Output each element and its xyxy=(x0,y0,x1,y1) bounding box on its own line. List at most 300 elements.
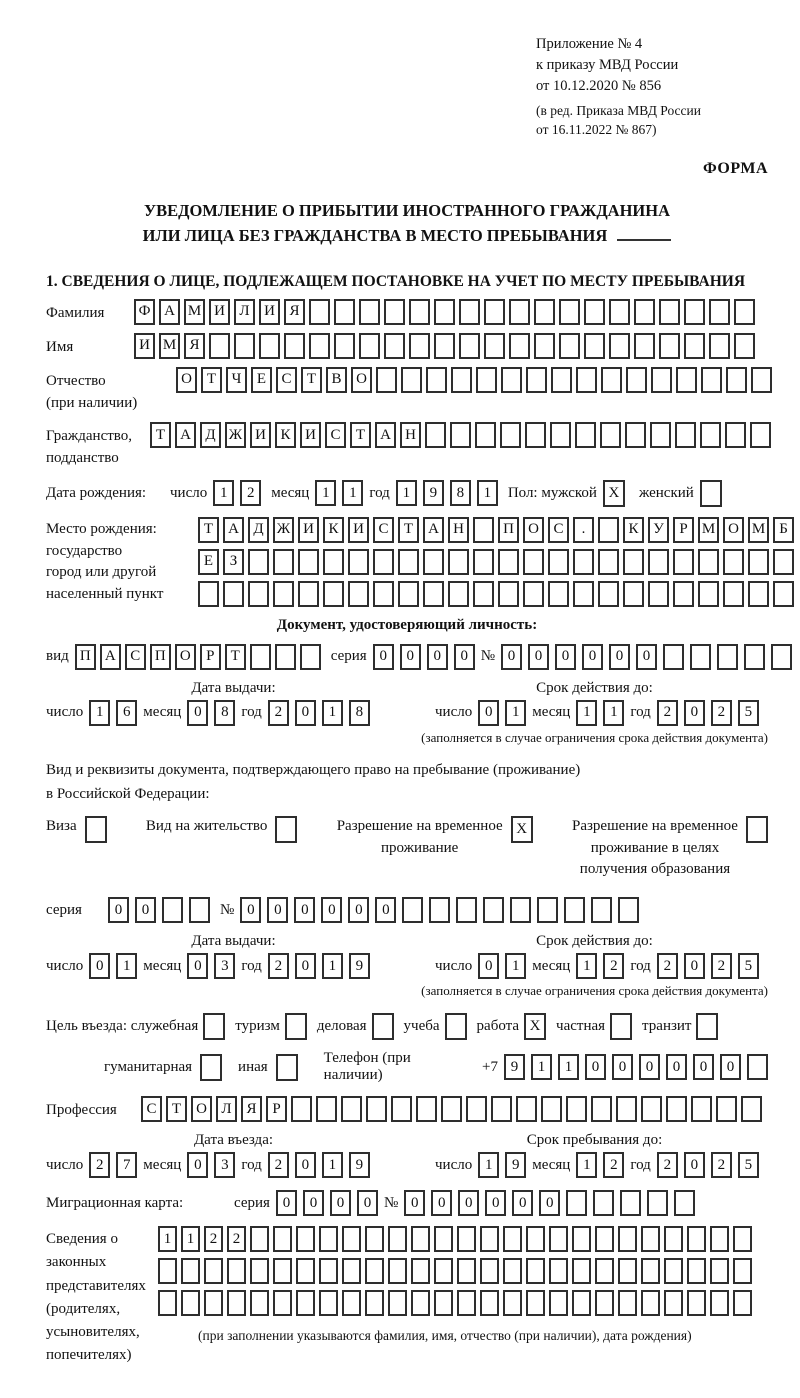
char-cell[interactable]: П xyxy=(75,644,96,670)
char-cell[interactable]: Т xyxy=(350,422,371,448)
char-cell[interactable] xyxy=(625,422,646,448)
char-cell[interactable]: 5 xyxy=(738,953,759,979)
char-cell[interactable] xyxy=(448,581,469,607)
char-cell[interactable]: 0 xyxy=(431,1190,452,1216)
char-cell[interactable] xyxy=(234,333,255,359)
char-cell[interactable]: В xyxy=(326,367,347,393)
char-cell[interactable] xyxy=(204,1258,223,1284)
char-cell[interactable]: 0 xyxy=(684,700,705,726)
char-cell[interactable] xyxy=(373,549,394,575)
char-cell[interactable]: 0 xyxy=(348,897,369,923)
char-cell[interactable] xyxy=(648,549,669,575)
char-cell[interactable]: 0 xyxy=(693,1054,714,1080)
char-cell[interactable]: 8 xyxy=(214,700,235,726)
char-cell[interactable]: 0 xyxy=(375,897,396,923)
char-cell[interactable] xyxy=(510,897,531,923)
char-cell[interactable] xyxy=(459,299,480,325)
char-cell[interactable]: Ч xyxy=(226,367,247,393)
char-cell[interactable]: 2 xyxy=(268,700,289,726)
char-cell[interactable] xyxy=(673,581,694,607)
char-cell[interactable] xyxy=(572,1290,591,1316)
char-cell[interactable] xyxy=(659,333,680,359)
char-cell[interactable]: 0 xyxy=(187,1152,208,1178)
char-cell[interactable]: М xyxy=(748,517,769,543)
char-cell[interactable] xyxy=(384,299,405,325)
char-cell[interactable]: 0 xyxy=(720,1054,741,1080)
char-cell[interactable]: 1 xyxy=(505,700,526,726)
char-cell[interactable] xyxy=(209,333,230,359)
char-cell[interactable]: А xyxy=(375,422,396,448)
char-cell[interactable] xyxy=(623,581,644,607)
char-cell[interactable] xyxy=(549,1290,568,1316)
char-cell[interactable]: К xyxy=(623,517,644,543)
checkbox-temp-permit[interactable]: X xyxy=(511,816,533,843)
char-cell[interactable]: 0 xyxy=(321,897,342,923)
char-cell[interactable] xyxy=(273,1290,292,1316)
char-cell[interactable] xyxy=(480,1226,499,1252)
char-cell[interactable]: 2 xyxy=(204,1226,223,1252)
char-cell[interactable]: О xyxy=(176,367,197,393)
checkbox-study[interactable] xyxy=(445,1013,467,1040)
char-cell[interactable] xyxy=(500,422,521,448)
char-cell[interactable]: 7 xyxy=(116,1152,137,1178)
char-cell[interactable] xyxy=(341,1096,362,1122)
char-cell[interactable]: 1 xyxy=(396,480,417,506)
checkbox-tourism[interactable] xyxy=(285,1013,307,1040)
char-cell[interactable] xyxy=(717,644,738,670)
char-cell[interactable] xyxy=(584,299,605,325)
char-cell[interactable] xyxy=(309,299,330,325)
char-cell[interactable] xyxy=(726,367,747,393)
char-cell[interactable] xyxy=(498,581,519,607)
char-cell[interactable] xyxy=(473,517,494,543)
char-cell[interactable] xyxy=(623,549,644,575)
char-cell[interactable] xyxy=(484,333,505,359)
char-cell[interactable]: 5 xyxy=(738,1152,759,1178)
char-cell[interactable] xyxy=(750,422,771,448)
char-cell[interactable] xyxy=(409,333,430,359)
char-cell[interactable]: С xyxy=(276,367,297,393)
char-cell[interactable] xyxy=(526,367,547,393)
char-cell[interactable] xyxy=(576,367,597,393)
char-cell[interactable] xyxy=(773,581,794,607)
char-cell[interactable] xyxy=(373,581,394,607)
char-cell[interactable] xyxy=(598,549,619,575)
char-cell[interactable]: 0 xyxy=(108,897,129,923)
char-cell[interactable]: 1 xyxy=(342,480,363,506)
char-cell[interactable]: С xyxy=(373,517,394,543)
char-cell[interactable]: Д xyxy=(248,517,269,543)
char-cell[interactable]: 0 xyxy=(539,1190,560,1216)
char-cell[interactable] xyxy=(319,1258,338,1284)
char-cell[interactable]: 1 xyxy=(322,1152,343,1178)
char-cell[interactable]: А xyxy=(159,299,180,325)
char-cell[interactable] xyxy=(591,1096,612,1122)
char-cell[interactable] xyxy=(664,1226,683,1252)
char-cell[interactable] xyxy=(564,897,585,923)
char-cell[interactable] xyxy=(359,299,380,325)
char-cell[interactable] xyxy=(457,1258,476,1284)
char-cell[interactable]: И xyxy=(300,422,321,448)
char-cell[interactable]: К xyxy=(275,422,296,448)
char-cell[interactable] xyxy=(650,422,671,448)
char-cell[interactable] xyxy=(457,1290,476,1316)
char-cell[interactable]: 1 xyxy=(531,1054,552,1080)
char-cell[interactable] xyxy=(323,549,344,575)
char-cell[interactable] xyxy=(334,333,355,359)
char-cell[interactable] xyxy=(298,581,319,607)
char-cell[interactable]: 1 xyxy=(558,1054,579,1080)
char-cell[interactable] xyxy=(771,644,792,670)
char-cell[interactable] xyxy=(162,897,183,923)
char-cell[interactable]: 2 xyxy=(711,953,732,979)
char-cell[interactable] xyxy=(503,1258,522,1284)
char-cell[interactable]: Н xyxy=(448,517,469,543)
char-cell[interactable]: С xyxy=(125,644,146,670)
char-cell[interactable] xyxy=(572,1226,591,1252)
char-cell[interactable] xyxy=(523,549,544,575)
char-cell[interactable] xyxy=(559,299,580,325)
char-cell[interactable] xyxy=(309,333,330,359)
char-cell[interactable] xyxy=(450,422,471,448)
char-cell[interactable]: 0 xyxy=(585,1054,606,1080)
char-cell[interactable] xyxy=(434,333,455,359)
char-cell[interactable]: 9 xyxy=(505,1152,526,1178)
char-cell[interactable]: П xyxy=(150,644,171,670)
char-cell[interactable] xyxy=(466,1096,487,1122)
char-cell[interactable]: О xyxy=(175,644,196,670)
char-cell[interactable] xyxy=(709,299,730,325)
char-cell[interactable] xyxy=(641,1290,660,1316)
char-cell[interactable]: Т xyxy=(225,644,246,670)
char-cell[interactable] xyxy=(534,333,555,359)
char-cell[interactable] xyxy=(423,549,444,575)
char-cell[interactable] xyxy=(676,367,697,393)
char-cell[interactable] xyxy=(273,581,294,607)
char-cell[interactable] xyxy=(651,367,672,393)
char-cell[interactable]: А xyxy=(223,517,244,543)
char-cell[interactable] xyxy=(227,1290,246,1316)
char-cell[interactable] xyxy=(250,1290,269,1316)
char-cell[interactable] xyxy=(733,1226,752,1252)
char-cell[interactable] xyxy=(158,1258,177,1284)
char-cell[interactable] xyxy=(584,333,605,359)
char-cell[interactable] xyxy=(365,1258,384,1284)
char-cell[interactable] xyxy=(666,1096,687,1122)
char-cell[interactable] xyxy=(388,1258,407,1284)
char-cell[interactable] xyxy=(189,897,210,923)
char-cell[interactable] xyxy=(618,897,639,923)
char-cell[interactable] xyxy=(434,1258,453,1284)
char-cell[interactable]: П xyxy=(498,517,519,543)
char-cell[interactable]: И xyxy=(259,299,280,325)
char-cell[interactable]: 0 xyxy=(582,644,603,670)
char-cell[interactable]: 1 xyxy=(116,953,137,979)
char-cell[interactable]: 2 xyxy=(657,1152,678,1178)
char-cell[interactable] xyxy=(158,1290,177,1316)
char-cell[interactable] xyxy=(723,549,744,575)
char-cell[interactable] xyxy=(365,1290,384,1316)
char-cell[interactable]: 2 xyxy=(227,1226,246,1252)
char-cell[interactable]: 9 xyxy=(423,480,444,506)
char-cell[interactable] xyxy=(416,1096,437,1122)
char-cell[interactable] xyxy=(595,1258,614,1284)
char-cell[interactable]: О xyxy=(191,1096,212,1122)
char-cell[interactable]: 0 xyxy=(267,897,288,923)
char-cell[interactable] xyxy=(595,1290,614,1316)
char-cell[interactable]: 2 xyxy=(603,953,624,979)
char-cell[interactable] xyxy=(541,1096,562,1122)
char-cell[interactable]: 0 xyxy=(295,1152,316,1178)
char-cell[interactable] xyxy=(710,1226,729,1252)
char-cell[interactable] xyxy=(733,1258,752,1284)
char-cell[interactable] xyxy=(616,1096,637,1122)
char-cell[interactable]: 6 xyxy=(116,700,137,726)
char-cell[interactable]: 5 xyxy=(738,700,759,726)
char-cell[interactable] xyxy=(388,1290,407,1316)
char-cell[interactable] xyxy=(537,897,558,923)
char-cell[interactable] xyxy=(698,549,719,575)
char-cell[interactable]: Р xyxy=(266,1096,287,1122)
char-cell[interactable] xyxy=(598,517,619,543)
char-cell[interactable] xyxy=(296,1226,315,1252)
char-cell[interactable]: 2 xyxy=(89,1152,110,1178)
char-cell[interactable] xyxy=(273,1258,292,1284)
char-cell[interactable]: С xyxy=(548,517,569,543)
char-cell[interactable]: 0 xyxy=(427,644,448,670)
char-cell[interactable] xyxy=(549,1258,568,1284)
char-cell[interactable] xyxy=(600,422,621,448)
char-cell[interactable] xyxy=(480,1258,499,1284)
char-cell[interactable] xyxy=(259,333,280,359)
char-cell[interactable] xyxy=(401,367,422,393)
char-cell[interactable] xyxy=(748,581,769,607)
char-cell[interactable]: 9 xyxy=(504,1054,525,1080)
char-cell[interactable]: С xyxy=(325,422,346,448)
char-cell[interactable]: 0 xyxy=(512,1190,533,1216)
char-cell[interactable]: 1 xyxy=(505,953,526,979)
char-cell[interactable] xyxy=(572,1258,591,1284)
char-cell[interactable] xyxy=(480,1290,499,1316)
char-cell[interactable] xyxy=(609,333,630,359)
char-cell[interactable]: А xyxy=(175,422,196,448)
char-cell[interactable]: 0 xyxy=(294,897,315,923)
char-cell[interactable]: О xyxy=(523,517,544,543)
char-cell[interactable] xyxy=(551,367,572,393)
char-cell[interactable]: М xyxy=(184,299,205,325)
char-cell[interactable]: 2 xyxy=(657,700,678,726)
char-cell[interactable]: С xyxy=(141,1096,162,1122)
char-cell[interactable]: 9 xyxy=(349,1152,370,1178)
checkbox-visa[interactable] xyxy=(85,816,107,843)
char-cell[interactable] xyxy=(526,1290,545,1316)
char-cell[interactable]: 0 xyxy=(639,1054,660,1080)
char-cell[interactable] xyxy=(595,1226,614,1252)
char-cell[interactable] xyxy=(573,581,594,607)
char-cell[interactable]: 0 xyxy=(400,644,421,670)
checkbox-official[interactable] xyxy=(203,1013,225,1040)
char-cell[interactable] xyxy=(747,1054,768,1080)
char-cell[interactable] xyxy=(675,422,696,448)
char-cell[interactable]: 2 xyxy=(603,1152,624,1178)
checkbox-female[interactable] xyxy=(700,480,722,507)
char-cell[interactable]: Т xyxy=(201,367,222,393)
char-cell[interactable]: У xyxy=(648,517,669,543)
char-cell[interactable] xyxy=(491,1096,512,1122)
checkbox-temp-edu[interactable] xyxy=(746,816,768,843)
char-cell[interactable]: 8 xyxy=(349,700,370,726)
char-cell[interactable] xyxy=(548,549,569,575)
char-cell[interactable] xyxy=(365,1226,384,1252)
char-cell[interactable] xyxy=(298,549,319,575)
char-cell[interactable] xyxy=(534,299,555,325)
char-cell[interactable]: Т xyxy=(301,367,322,393)
char-cell[interactable] xyxy=(223,581,244,607)
char-cell[interactable] xyxy=(700,422,721,448)
char-cell[interactable] xyxy=(366,1096,387,1122)
char-cell[interactable] xyxy=(296,1258,315,1284)
char-cell[interactable] xyxy=(284,333,305,359)
char-cell[interactable]: Т xyxy=(150,422,171,448)
char-cell[interactable]: 0 xyxy=(612,1054,633,1080)
char-cell[interactable]: 0 xyxy=(454,644,475,670)
char-cell[interactable] xyxy=(434,1226,453,1252)
char-cell[interactable] xyxy=(725,422,746,448)
char-cell[interactable] xyxy=(674,1190,695,1216)
char-cell[interactable] xyxy=(248,581,269,607)
char-cell[interactable]: 1 xyxy=(315,480,336,506)
char-cell[interactable] xyxy=(641,1226,660,1252)
char-cell[interactable] xyxy=(334,299,355,325)
char-cell[interactable] xyxy=(690,644,711,670)
char-cell[interactable] xyxy=(620,1190,641,1216)
char-cell[interactable] xyxy=(575,422,596,448)
char-cell[interactable]: Л xyxy=(216,1096,237,1122)
char-cell[interactable]: 0 xyxy=(276,1190,297,1216)
checkbox-private[interactable] xyxy=(610,1013,632,1040)
char-cell[interactable] xyxy=(634,333,655,359)
char-cell[interactable] xyxy=(618,1226,637,1252)
char-cell[interactable]: Ж xyxy=(225,422,246,448)
char-cell[interactable]: 0 xyxy=(303,1190,324,1216)
char-cell[interactable]: 2 xyxy=(711,1152,732,1178)
char-cell[interactable] xyxy=(664,1258,683,1284)
char-cell[interactable] xyxy=(348,549,369,575)
char-cell[interactable] xyxy=(319,1226,338,1252)
char-cell[interactable]: . xyxy=(573,517,594,543)
char-cell[interactable] xyxy=(598,581,619,607)
char-cell[interactable]: 0 xyxy=(295,953,316,979)
char-cell[interactable] xyxy=(751,367,772,393)
char-cell[interactable] xyxy=(710,1290,729,1316)
char-cell[interactable] xyxy=(348,581,369,607)
char-cell[interactable] xyxy=(398,581,419,607)
char-cell[interactable] xyxy=(663,644,684,670)
char-cell[interactable] xyxy=(618,1258,637,1284)
char-cell[interactable]: Я xyxy=(184,333,205,359)
char-cell[interactable] xyxy=(566,1190,587,1216)
char-cell[interactable]: 0 xyxy=(555,644,576,670)
char-cell[interactable] xyxy=(411,1290,430,1316)
char-cell[interactable]: 1 xyxy=(576,953,597,979)
char-cell[interactable]: 0 xyxy=(684,1152,705,1178)
char-cell[interactable] xyxy=(509,333,530,359)
char-cell[interactable] xyxy=(641,1258,660,1284)
char-cell[interactable] xyxy=(498,549,519,575)
char-cell[interactable] xyxy=(634,299,655,325)
char-cell[interactable] xyxy=(673,549,694,575)
char-cell[interactable] xyxy=(342,1258,361,1284)
char-cell[interactable] xyxy=(709,333,730,359)
char-cell[interactable]: 0 xyxy=(240,897,261,923)
char-cell[interactable]: 1 xyxy=(213,480,234,506)
char-cell[interactable]: И xyxy=(298,517,319,543)
checkbox-other[interactable] xyxy=(276,1054,298,1081)
char-cell[interactable] xyxy=(687,1226,706,1252)
char-cell[interactable]: 0 xyxy=(636,644,657,670)
char-cell[interactable]: И xyxy=(348,517,369,543)
char-cell[interactable]: 1 xyxy=(158,1226,177,1252)
checkbox-humanitarian[interactable] xyxy=(200,1054,222,1081)
char-cell[interactable]: 1 xyxy=(181,1226,200,1252)
char-cell[interactable] xyxy=(459,333,480,359)
char-cell[interactable] xyxy=(204,1290,223,1316)
char-cell[interactable]: 9 xyxy=(349,953,370,979)
char-cell[interactable] xyxy=(273,549,294,575)
char-cell[interactable] xyxy=(250,644,271,670)
char-cell[interactable] xyxy=(273,1226,292,1252)
char-cell[interactable] xyxy=(227,1258,246,1284)
char-cell[interactable]: 0 xyxy=(357,1190,378,1216)
char-cell[interactable] xyxy=(411,1226,430,1252)
char-cell[interactable]: 2 xyxy=(240,480,261,506)
char-cell[interactable] xyxy=(503,1290,522,1316)
char-cell[interactable] xyxy=(473,581,494,607)
char-cell[interactable] xyxy=(411,1258,430,1284)
char-cell[interactable]: 1 xyxy=(322,700,343,726)
char-cell[interactable] xyxy=(550,422,571,448)
char-cell[interactable] xyxy=(734,333,755,359)
char-cell[interactable] xyxy=(559,333,580,359)
char-cell[interactable]: К xyxy=(323,517,344,543)
checkbox-residence[interactable] xyxy=(275,816,297,843)
char-cell[interactable] xyxy=(601,367,622,393)
char-cell[interactable] xyxy=(376,367,397,393)
char-cell[interactable]: 3 xyxy=(214,1152,235,1178)
char-cell[interactable]: Т xyxy=(398,517,419,543)
char-cell[interactable]: Б xyxy=(773,517,794,543)
char-cell[interactable] xyxy=(573,549,594,575)
char-cell[interactable] xyxy=(291,1096,312,1122)
char-cell[interactable]: Я xyxy=(241,1096,262,1122)
char-cell[interactable] xyxy=(342,1226,361,1252)
char-cell[interactable] xyxy=(701,367,722,393)
char-cell[interactable]: 0 xyxy=(528,644,549,670)
char-cell[interactable] xyxy=(741,1096,762,1122)
char-cell[interactable]: 0 xyxy=(330,1190,351,1216)
char-cell[interactable] xyxy=(687,1290,706,1316)
char-cell[interactable] xyxy=(342,1290,361,1316)
char-cell[interactable] xyxy=(457,1226,476,1252)
char-cell[interactable]: 0 xyxy=(501,644,522,670)
char-cell[interactable] xyxy=(525,422,546,448)
char-cell[interactable]: 0 xyxy=(295,700,316,726)
char-cell[interactable]: Д xyxy=(200,422,221,448)
char-cell[interactable]: О xyxy=(351,367,372,393)
char-cell[interactable] xyxy=(548,581,569,607)
checkbox-male[interactable]: X xyxy=(603,480,625,507)
char-cell[interactable] xyxy=(250,1226,269,1252)
